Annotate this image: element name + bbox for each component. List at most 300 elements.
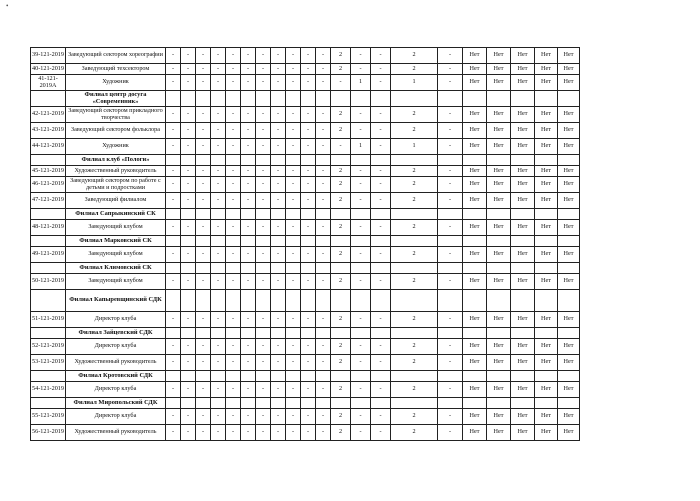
- class-cell: -: [271, 247, 286, 263]
- class-cell: -: [316, 339, 331, 355]
- guarantee-cell: Нет: [487, 274, 511, 290]
- guarantee-cell: Нет: [463, 123, 487, 139]
- position-name: Заведующий филиалом: [66, 193, 166, 209]
- class-cell: -: [271, 107, 286, 123]
- section-title: Филиал Климовский СК: [66, 263, 166, 274]
- section-empty-cell: [371, 398, 391, 409]
- class-cell: -: [271, 274, 286, 290]
- section-empty-cell: [331, 263, 351, 274]
- class-cell: -: [211, 220, 226, 236]
- table-row: [31, 382, 580, 398]
- section-empty-cell: [271, 91, 286, 107]
- section-empty-cell: [271, 371, 286, 382]
- workplace-code: 42-121-2019: [31, 107, 66, 123]
- class-cell: -: [166, 64, 181, 75]
- section-empty-cell: [181, 290, 196, 312]
- guarantee-cell: Нет: [558, 48, 580, 64]
- section-empty-cell: [286, 209, 301, 220]
- position-name: Заведующий сектором прикладного творчества: [66, 107, 166, 123]
- section-empty-cell: [226, 290, 241, 312]
- section-empty-cell: [301, 91, 316, 107]
- section-empty-cell: [286, 155, 301, 166]
- class-cell: -: [181, 382, 196, 398]
- guarantee-cell: Нет: [463, 75, 487, 91]
- section-code-cell: [31, 209, 66, 220]
- section-empty-cell: [535, 209, 558, 220]
- class-cell: -: [256, 107, 271, 123]
- class-cell: -: [301, 193, 316, 209]
- class-cell: -: [181, 123, 196, 139]
- section-empty-cell: [438, 155, 463, 166]
- section-empty-cell: [166, 236, 181, 247]
- class-cell: -: [166, 177, 181, 193]
- section-empty-cell: [166, 91, 181, 107]
- class-cell: -: [166, 166, 181, 177]
- section-empty-cell: [463, 290, 487, 312]
- class-cell: -: [438, 48, 463, 64]
- guarantee-cell: Нет: [487, 107, 511, 123]
- section-empty-cell: [286, 290, 301, 312]
- position-name: Художник: [66, 75, 166, 91]
- class-cell: -: [241, 425, 256, 441]
- section-row: [31, 328, 580, 339]
- class-cell: -: [286, 220, 301, 236]
- position-name: Заведующий сектором фольклора: [66, 123, 166, 139]
- section-empty-cell: [271, 328, 286, 339]
- class-cell: -: [286, 107, 301, 123]
- class-cell: -: [256, 177, 271, 193]
- section-empty-cell: [511, 290, 535, 312]
- section-empty-cell: [181, 209, 196, 220]
- class-cell: -: [181, 409, 196, 425]
- section-empty-cell: [351, 290, 371, 312]
- class-cell: -: [438, 220, 463, 236]
- section-empty-cell: [316, 155, 331, 166]
- class-cell: -: [181, 177, 196, 193]
- section-empty-cell: [241, 263, 256, 274]
- class-cell: 2: [391, 123, 438, 139]
- section-empty-cell: [256, 236, 271, 247]
- class-cell: 2: [331, 247, 351, 263]
- class-cell: 1: [351, 139, 371, 155]
- class-cell: -: [371, 123, 391, 139]
- section-empty-cell: [558, 398, 580, 409]
- section-empty-cell: [196, 236, 211, 247]
- class-cell: -: [166, 355, 181, 371]
- section-empty-cell: [331, 155, 351, 166]
- section-empty-cell: [286, 328, 301, 339]
- class-cell: -: [226, 48, 241, 64]
- section-empty-cell: [351, 398, 371, 409]
- class-cell: -: [166, 409, 181, 425]
- guarantee-cell: Нет: [558, 193, 580, 209]
- section-empty-cell: [256, 328, 271, 339]
- class-cell: -: [211, 193, 226, 209]
- guarantee-cell: Нет: [511, 247, 535, 263]
- section-code-cell: [31, 371, 66, 382]
- class-cell: -: [286, 355, 301, 371]
- guarantee-cell: Нет: [463, 48, 487, 64]
- class-cell: -: [241, 123, 256, 139]
- class-cell: -: [371, 247, 391, 263]
- class-cell: -: [181, 339, 196, 355]
- class-cell: -: [271, 425, 286, 441]
- class-cell: -: [286, 425, 301, 441]
- guarantee-cell: Нет: [487, 382, 511, 398]
- section-code-cell: [31, 263, 66, 274]
- section-empty-cell: [558, 91, 580, 107]
- section-empty-cell: [535, 236, 558, 247]
- section-empty-cell: [211, 371, 226, 382]
- class-cell: -: [316, 166, 331, 177]
- class-cell: 2: [331, 123, 351, 139]
- guarantee-cell: Нет: [463, 382, 487, 398]
- class-cell: -: [316, 274, 331, 290]
- class-cell: 2: [331, 312, 351, 328]
- class-cell: 2: [331, 166, 351, 177]
- section-empty-cell: [181, 328, 196, 339]
- class-cell: -: [351, 382, 371, 398]
- class-cell: -: [316, 312, 331, 328]
- section-empty-cell: [226, 398, 241, 409]
- section-empty-cell: [558, 371, 580, 382]
- class-cell: -: [351, 409, 371, 425]
- guarantee-cell: Нет: [535, 107, 558, 123]
- class-cell: -: [351, 220, 371, 236]
- guarantee-cell: Нет: [487, 177, 511, 193]
- class-cell: 2: [391, 247, 438, 263]
- class-cell: 2: [391, 220, 438, 236]
- class-cell: -: [316, 193, 331, 209]
- section-empty-cell: [371, 290, 391, 312]
- class-cell: -: [316, 64, 331, 75]
- section-empty-cell: [196, 155, 211, 166]
- class-cell: -: [211, 382, 226, 398]
- class-cell: 2: [331, 177, 351, 193]
- class-cell: -: [301, 75, 316, 91]
- page-corner-mark: •: [6, 2, 9, 10]
- class-cell: 2: [391, 107, 438, 123]
- section-empty-cell: [511, 371, 535, 382]
- section-empty-cell: [316, 328, 331, 339]
- section-empty-cell: [331, 290, 351, 312]
- section-empty-cell: [166, 155, 181, 166]
- section-empty-cell: [181, 398, 196, 409]
- class-cell: -: [226, 274, 241, 290]
- table-row: [31, 339, 580, 355]
- section-empty-cell: [558, 290, 580, 312]
- class-cell: -: [256, 220, 271, 236]
- section-empty-cell: [438, 290, 463, 312]
- section-empty-cell: [391, 290, 438, 312]
- table-row: [31, 166, 580, 177]
- class-cell: -: [301, 425, 316, 441]
- class-cell: -: [271, 193, 286, 209]
- class-cell: -: [316, 107, 331, 123]
- class-cell: -: [256, 355, 271, 371]
- class-cell: -: [351, 48, 371, 64]
- class-cell: -: [271, 339, 286, 355]
- class-cell: -: [301, 177, 316, 193]
- class-cell: -: [371, 409, 391, 425]
- section-empty-cell: [181, 236, 196, 247]
- section-title: Филиал Сапрыкинский СК: [66, 209, 166, 220]
- section-empty-cell: [316, 209, 331, 220]
- section-empty-cell: [463, 155, 487, 166]
- guarantee-cell: Нет: [487, 409, 511, 425]
- section-empty-cell: [241, 398, 256, 409]
- guarantee-cell: Нет: [511, 339, 535, 355]
- class-cell: -: [286, 339, 301, 355]
- section-empty-cell: [316, 91, 331, 107]
- class-cell: -: [438, 139, 463, 155]
- class-cell: -: [271, 312, 286, 328]
- class-cell: -: [438, 247, 463, 263]
- class-cell: -: [438, 425, 463, 441]
- class-cell: -: [181, 48, 196, 64]
- section-empty-cell: [371, 263, 391, 274]
- class-cell: -: [226, 355, 241, 371]
- section-empty-cell: [226, 371, 241, 382]
- workplace-code: 56-121-2019: [31, 425, 66, 441]
- class-cell: -: [256, 123, 271, 139]
- class-cell: -: [181, 312, 196, 328]
- section-row: [31, 398, 580, 409]
- section-empty-cell: [463, 263, 487, 274]
- class-cell: -: [226, 75, 241, 91]
- section-empty-cell: [196, 328, 211, 339]
- guarantee-cell: Нет: [535, 220, 558, 236]
- section-empty-cell: [511, 236, 535, 247]
- class-cell: -: [271, 355, 286, 371]
- section-empty-cell: [241, 209, 256, 220]
- section-empty-cell: [351, 263, 371, 274]
- guarantee-cell: Нет: [558, 64, 580, 75]
- guarantee-cell: Нет: [487, 339, 511, 355]
- section-empty-cell: [196, 263, 211, 274]
- table-row: [31, 75, 580, 91]
- section-empty-cell: [166, 290, 181, 312]
- table-row: [31, 139, 580, 155]
- class-cell: -: [301, 64, 316, 75]
- section-empty-cell: [487, 209, 511, 220]
- section-empty-cell: [463, 371, 487, 382]
- guarantee-cell: Нет: [535, 64, 558, 75]
- section-code-cell: [31, 290, 66, 312]
- class-cell: 2: [391, 382, 438, 398]
- guarantee-cell: Нет: [463, 64, 487, 75]
- guarantee-cell: Нет: [463, 425, 487, 441]
- class-cell: 2: [331, 193, 351, 209]
- section-empty-cell: [226, 328, 241, 339]
- class-cell: -: [286, 409, 301, 425]
- class-cell: -: [438, 193, 463, 209]
- section-empty-cell: [226, 236, 241, 247]
- class-cell: -: [301, 339, 316, 355]
- class-cell: -: [241, 107, 256, 123]
- section-empty-cell: [256, 209, 271, 220]
- section-row: [31, 290, 580, 312]
- section-empty-cell: [391, 371, 438, 382]
- table-row: [31, 312, 580, 328]
- guarantee-cell: Нет: [535, 193, 558, 209]
- section-empty-cell: [351, 236, 371, 247]
- class-cell: -: [316, 425, 331, 441]
- section-empty-cell: [196, 398, 211, 409]
- class-cell: -: [256, 193, 271, 209]
- class-cell: 2: [331, 409, 351, 425]
- guarantee-cell: Нет: [535, 75, 558, 91]
- guarantee-cell: Нет: [535, 48, 558, 64]
- guarantee-cell: Нет: [535, 123, 558, 139]
- class-cell: -: [211, 247, 226, 263]
- class-cell: -: [211, 107, 226, 123]
- guarantee-cell: Нет: [463, 193, 487, 209]
- section-empty-cell: [196, 209, 211, 220]
- class-cell: -: [181, 107, 196, 123]
- workplace-code: 50-121-2019: [31, 274, 66, 290]
- class-cell: 2: [391, 48, 438, 64]
- class-cell: -: [351, 425, 371, 441]
- class-cell: -: [438, 312, 463, 328]
- table-row: [31, 409, 580, 425]
- section-empty-cell: [256, 371, 271, 382]
- class-cell: -: [241, 177, 256, 193]
- class-cell: -: [371, 177, 391, 193]
- position-name: Директор клуба: [66, 382, 166, 398]
- section-empty-cell: [271, 155, 286, 166]
- section-empty-cell: [351, 91, 371, 107]
- workplace-code: 44-121-2019: [31, 139, 66, 155]
- class-cell: -: [271, 382, 286, 398]
- class-cell: -: [166, 107, 181, 123]
- section-empty-cell: [241, 155, 256, 166]
- class-cell: -: [226, 382, 241, 398]
- section-empty-cell: [316, 236, 331, 247]
- class-cell: -: [371, 425, 391, 441]
- section-empty-cell: [211, 155, 226, 166]
- class-cell: -: [316, 75, 331, 91]
- section-empty-cell: [271, 209, 286, 220]
- guarantee-cell: Нет: [535, 139, 558, 155]
- section-empty-cell: [226, 209, 241, 220]
- class-cell: -: [331, 139, 351, 155]
- class-cell: -: [196, 247, 211, 263]
- table-body: [31, 48, 580, 441]
- section-empty-cell: [487, 155, 511, 166]
- class-cell: -: [196, 64, 211, 75]
- class-cell: -: [196, 193, 211, 209]
- guarantee-cell: Нет: [511, 166, 535, 177]
- section-empty-cell: [558, 236, 580, 247]
- guarantee-cell: Нет: [558, 425, 580, 441]
- section-empty-cell: [511, 209, 535, 220]
- class-cell: -: [181, 166, 196, 177]
- section-empty-cell: [166, 263, 181, 274]
- guarantee-cell: Нет: [511, 274, 535, 290]
- class-cell: -: [371, 75, 391, 91]
- guarantee-cell: Нет: [535, 382, 558, 398]
- class-cell: -: [166, 123, 181, 139]
- section-empty-cell: [211, 236, 226, 247]
- class-cell: -: [371, 193, 391, 209]
- class-cell: -: [226, 312, 241, 328]
- class-cell: -: [211, 425, 226, 441]
- guarantee-cell: Нет: [558, 339, 580, 355]
- table-row: [31, 247, 580, 263]
- class-cell: -: [271, 139, 286, 155]
- section-empty-cell: [535, 91, 558, 107]
- section-empty-cell: [166, 398, 181, 409]
- section-title: Филиал клуб «Пологи»: [66, 155, 166, 166]
- class-cell: -: [301, 48, 316, 64]
- section-empty-cell: [558, 155, 580, 166]
- section-empty-cell: [196, 371, 211, 382]
- class-cell: -: [271, 220, 286, 236]
- class-cell: -: [438, 166, 463, 177]
- class-cell: 2: [331, 274, 351, 290]
- section-empty-cell: [286, 371, 301, 382]
- class-cell: -: [241, 64, 256, 75]
- class-cell: -: [211, 177, 226, 193]
- class-cell: -: [166, 339, 181, 355]
- class-cell: -: [241, 274, 256, 290]
- section-empty-cell: [535, 155, 558, 166]
- guarantee-cell: Нет: [558, 355, 580, 371]
- section-empty-cell: [371, 236, 391, 247]
- class-cell: -: [256, 382, 271, 398]
- class-cell: -: [271, 123, 286, 139]
- guarantee-cell: Нет: [463, 312, 487, 328]
- guarantee-cell: Нет: [463, 409, 487, 425]
- class-cell: -: [211, 139, 226, 155]
- class-cell: -: [286, 274, 301, 290]
- section-empty-cell: [351, 209, 371, 220]
- section-empty-cell: [211, 398, 226, 409]
- guarantee-cell: Нет: [535, 425, 558, 441]
- section-empty-cell: [535, 398, 558, 409]
- class-cell: -: [351, 247, 371, 263]
- section-empty-cell: [286, 91, 301, 107]
- section-empty-cell: [391, 263, 438, 274]
- section-empty-cell: [211, 209, 226, 220]
- class-cell: -: [166, 48, 181, 64]
- class-cell: -: [226, 220, 241, 236]
- guarantee-cell: Нет: [558, 382, 580, 398]
- section-empty-cell: [241, 290, 256, 312]
- section-empty-cell: [391, 398, 438, 409]
- section-empty-cell: [331, 91, 351, 107]
- section-empty-cell: [166, 371, 181, 382]
- section-empty-cell: [301, 398, 316, 409]
- class-cell: -: [438, 339, 463, 355]
- class-cell: -: [371, 139, 391, 155]
- class-cell: -: [271, 177, 286, 193]
- section-empty-cell: [487, 91, 511, 107]
- position-name: Художественный руководитель: [66, 425, 166, 441]
- table-row: [31, 177, 580, 193]
- class-cell: -: [196, 123, 211, 139]
- guarantee-cell: Нет: [463, 274, 487, 290]
- class-cell: -: [166, 312, 181, 328]
- section-empty-cell: [438, 209, 463, 220]
- section-empty-cell: [487, 398, 511, 409]
- workplace-assessment-table: [30, 47, 580, 441]
- class-cell: -: [438, 177, 463, 193]
- section-empty-cell: [438, 328, 463, 339]
- class-cell: -: [211, 166, 226, 177]
- class-cell: -: [226, 409, 241, 425]
